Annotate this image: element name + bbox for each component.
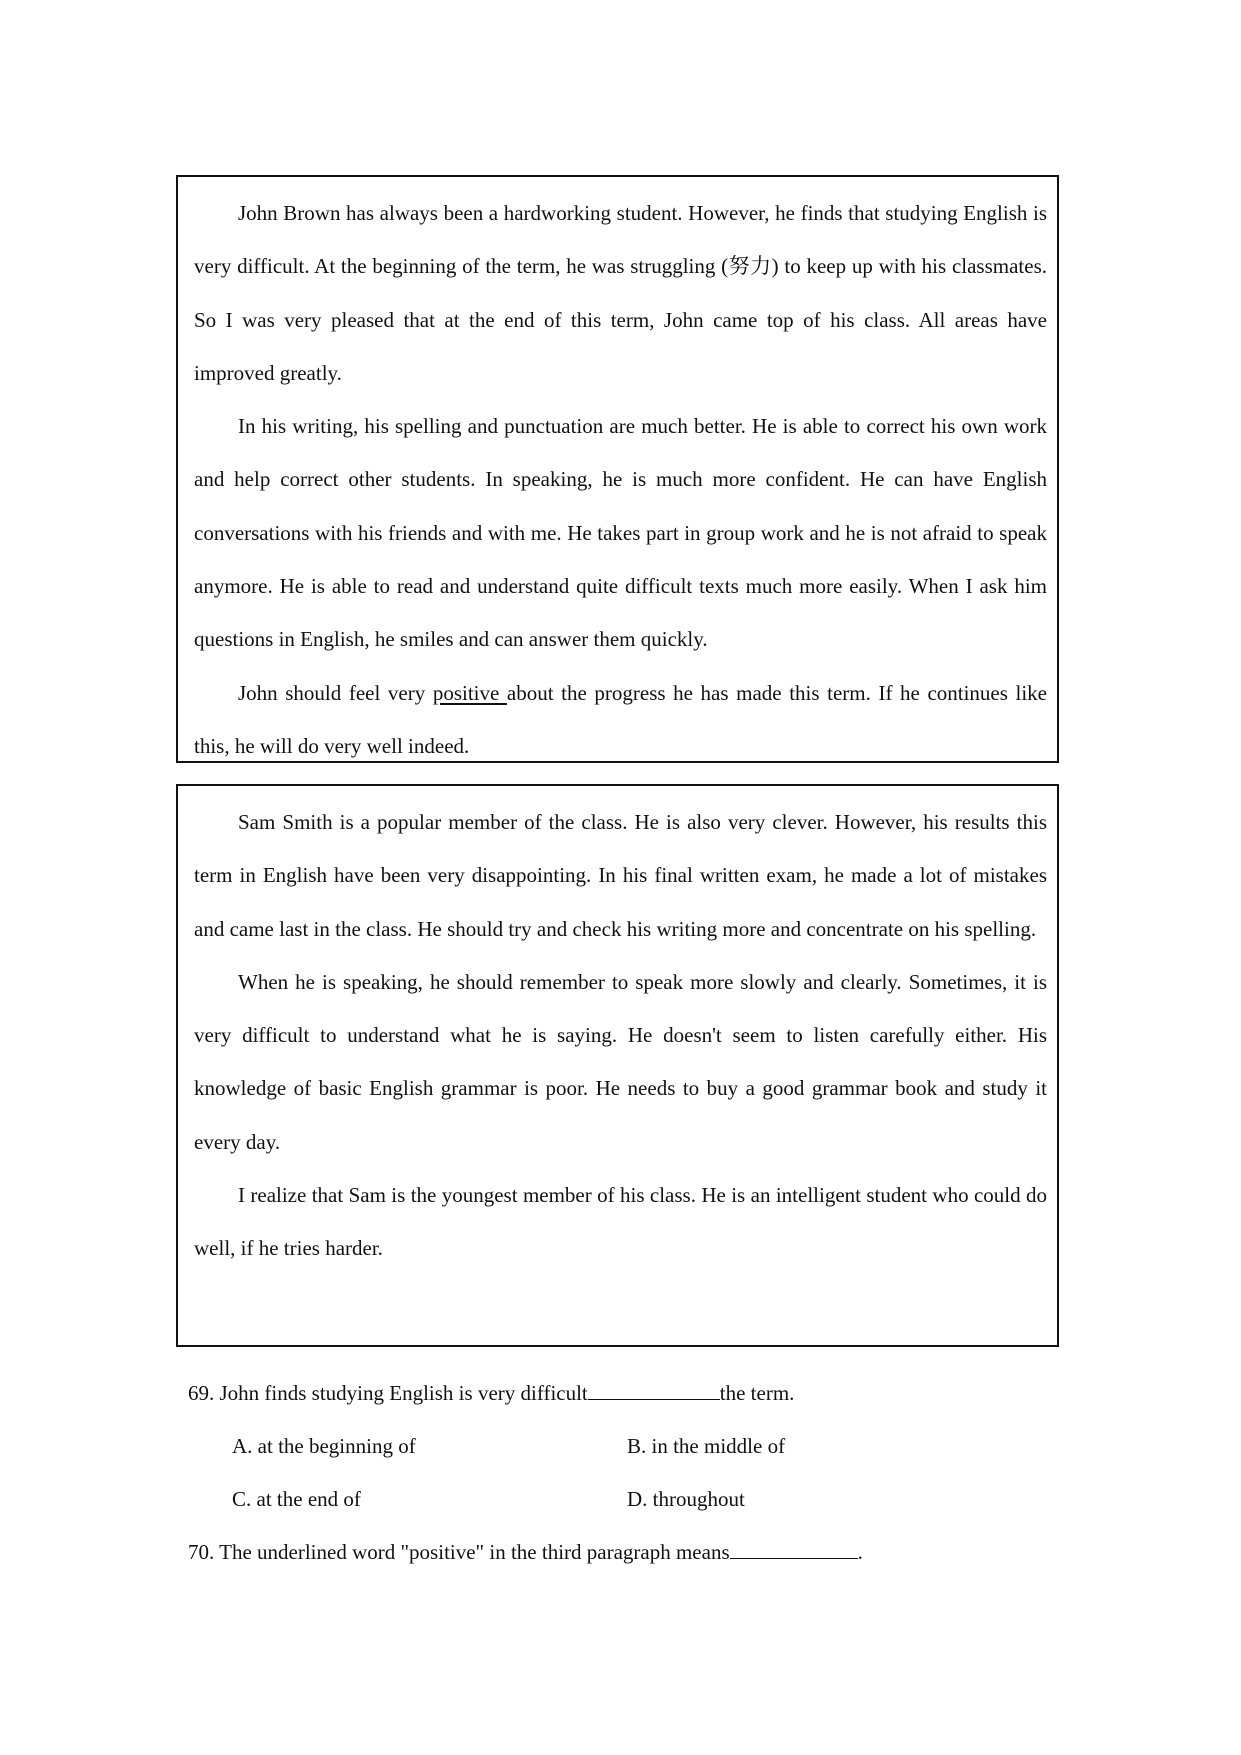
john-paragraph-3-start: John should feel very (238, 680, 433, 705)
question-69-blank (588, 1381, 720, 1400)
passage-box-john (176, 175, 1059, 763)
question-70-stem-end: . (857, 1540, 863, 1564)
john-paragraph-2: In his writing, his spelling and punctuation are much better. He is able to correct his own work and help correct other students. In speaking, he is much more confident. He can have English conversations with his friends and with me. He takes part in group work and he is not afraid to speak anymore. He is able to read and understand quite difficult texts much more easily. When I ask him questions in English, he smiles and can answer them quickly. (194, 414, 1047, 652)
question-69-number: 69. (188, 1381, 215, 1405)
john-paragraph-1: John Brown has always been a hardworking student. However, he finds that studying English is very difficult. At the beginning of the term, he was struggling (努力) to keep up with his classmates. So I was very pleased that at the end of this term, John came top of his class. All areas have improved greatly. (194, 201, 1047, 385)
passage-box-sam (176, 784, 1059, 1347)
question-70-number: 70. (188, 1540, 215, 1564)
question-69-stem-end: the term. (719, 1381, 795, 1405)
question-70-blank (730, 1540, 858, 1559)
question-70 (188, 1540, 863, 1565)
question-69-option-a[interactable]: A. at the beginning of (232, 1434, 416, 1458)
question-69-option-c[interactable]: C. at the end of (232, 1487, 361, 1511)
question-69-option-b[interactable]: B. in the middle of (627, 1434, 786, 1458)
question-69 (188, 1381, 794, 1406)
john-paragraph-3 (194, 667, 1047, 774)
sam-paragraph-2: When he is speaking, he should remember to speak more slowly and clearly. Sometimes, it is very difficult to understand what he is saying. He doesn't seem to listen carefully either. His knowledge of basic English grammar is poor. He needs to buy a good grammar book and study it every day. (194, 969, 1047, 1154)
sam-paragraph-3: I realize that Sam is the youngest member of his class. He is an intelligent student who could do well, if he tries harder. (194, 1183, 1047, 1261)
sam-paragraph-1: Sam Smith is a popular member of the class. He is also very clever. However, his results this term in English have been very disappointing. In his final written exam, he made a lot of mistakes and came last in the class. He should try and check his writing more and concentrate on his spelling. (194, 810, 1047, 941)
underlined-word-positive: positive (432, 680, 507, 705)
question-69-option-d[interactable]: D. throughout (627, 1487, 745, 1511)
john-paragraph-3-end: about the progress he has made this term. If he continues like this, he will do very well indeed. (194, 680, 1048, 758)
question-69-stem: John finds studying English is very difficult (219, 1381, 588, 1405)
question-70-stem: The underlined word "positive" in the third paragraph means (219, 1540, 730, 1564)
